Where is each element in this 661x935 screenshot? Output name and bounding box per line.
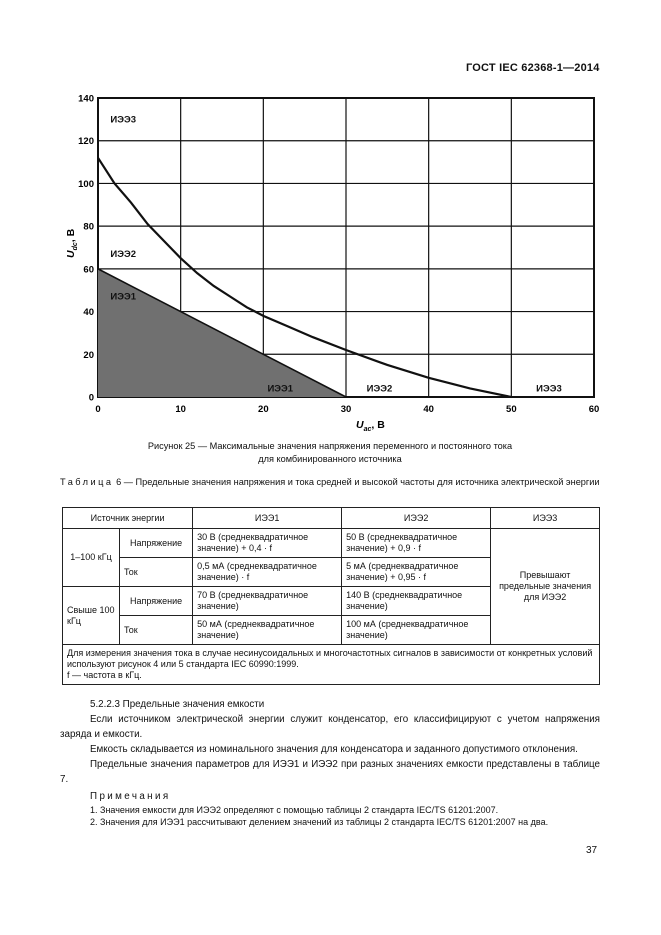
param-cell: Ток bbox=[120, 558, 193, 587]
band-cell: Свыше 100 кГц bbox=[63, 587, 120, 645]
voltage-limit-chart bbox=[0, 0, 661, 440]
header-source: Источник энергии bbox=[63, 508, 193, 529]
table-header-row bbox=[63, 508, 600, 529]
region-label: ИЭЭ1 bbox=[267, 383, 294, 395]
iee1-cell: 70 В (среднеквадратичное значение) bbox=[193, 587, 342, 616]
y-tick-label: 40 bbox=[83, 307, 94, 319]
iee1-cell: 0,5 мА (среднеквадратичное значение) · f bbox=[193, 558, 342, 587]
figure-caption-line2: для комбинированного источника bbox=[258, 454, 402, 464]
param-cell: Напряжение bbox=[120, 587, 193, 616]
document-header: ГОСТ IEC 62368-1—2014 bbox=[466, 62, 600, 74]
x-tick-label: 20 bbox=[258, 404, 269, 415]
table-footnote-row bbox=[63, 645, 600, 685]
table-caption bbox=[60, 476, 603, 489]
iee2-cell: 50 В (среднеквадратичное значение) + 0,9 · f bbox=[342, 529, 491, 558]
y-axis-label: $U_{dc}$, В bbox=[65, 228, 79, 258]
x-tick-label: 10 bbox=[175, 404, 186, 415]
y-tick-label: 60 bbox=[83, 264, 94, 276]
x-tick-label: 40 bbox=[423, 404, 434, 415]
x-tick-label: 50 bbox=[506, 404, 517, 415]
iee1-cell: 50 мА (среднеквадратичное значение) bbox=[193, 616, 342, 645]
y-tick-label: 140 bbox=[78, 93, 94, 105]
x-axis-label: $U_{ac}$, В bbox=[356, 419, 385, 433]
paragraph-2: Емкость складывается из номинального значения для конденсатора и заданного допустимого отклонения. bbox=[90, 744, 578, 755]
footnote-line1: Для измерения значения тока в случае несинусоидальных и многочастотных сигналов в зависимости от конкретных условий используют рисунок 4 или 5 стандарта IEC 60990:1999. bbox=[67, 648, 593, 669]
notes-heading: Примечания bbox=[90, 791, 171, 802]
table-caption-number: 6 bbox=[116, 477, 122, 487]
section-body bbox=[60, 697, 600, 828]
paragraph-3: Предельные значения параметров для ИЭЭ1 и ИЭЭ2 при разных значениях емкости представлены в таблице 7. bbox=[60, 759, 600, 785]
y-tick-label: 20 bbox=[83, 349, 94, 361]
figure-caption bbox=[60, 440, 600, 466]
x-tick-label: 60 bbox=[588, 404, 600, 415]
iee2-cell: 100 мА (среднеквадратичное значение) bbox=[342, 616, 491, 645]
note-1: 1. Значения емкости для ИЭЭ2 определяют с помощью таблицы 2 стандарта IEC/TS 61201:2007. bbox=[90, 805, 499, 815]
note-2: 2. Значения для ИЭЭ1 рассчитывают делением значений из таблицы 2 стандарта IEC/TS 61201:2007 на два. bbox=[90, 817, 549, 827]
y-tick-label: 80 bbox=[83, 221, 94, 233]
limits-table bbox=[62, 507, 600, 685]
y-tick-label: 100 bbox=[78, 178, 94, 190]
region-label: ИЭЭ3 bbox=[536, 383, 562, 395]
iee2-cell: 140 В (среднеквадратичное значение) bbox=[342, 587, 491, 616]
header-iee3: ИЭЭ3 bbox=[491, 508, 600, 529]
table-caption-title: — Предельные значения напряжения и тока средней и высокой частоты для источника электрической энергии bbox=[123, 477, 600, 487]
region-label: ИЭЭ2 bbox=[366, 383, 393, 395]
table-footnote bbox=[63, 645, 600, 685]
iee3-cell: Превышают предельные значения для ИЭЭ2 bbox=[491, 529, 600, 645]
figure-caption-line1: Рисунок 25 — Максимальные значения напряжения переменного и постоянного тока bbox=[147, 441, 513, 451]
region-label: ИЭЭ3 bbox=[110, 114, 137, 126]
page-number: 37 bbox=[586, 845, 598, 856]
x-tick-label: 0 bbox=[95, 404, 101, 415]
iee1-cell: 30 В (среднеквадратичное значение) + 0,4 · f bbox=[193, 529, 342, 558]
section-heading: 5.2.2.3 Предельные значения емкости bbox=[90, 699, 265, 710]
region-label: ИЭЭ1 bbox=[110, 291, 137, 303]
x-tick-label: 30 bbox=[340, 404, 352, 415]
iee2-cell: 5 мА (среднеквадратичное значение) + 0,95 · f bbox=[342, 558, 491, 587]
table-caption-label: Таблица bbox=[60, 477, 114, 487]
param-cell: Напряжение bbox=[120, 529, 193, 558]
paragraph-1: Если источником электрической энергии служит конденсатор, его классифицируют с учетом напряжения заряда и емкости. bbox=[60, 714, 600, 740]
region-label: ИЭЭ2 bbox=[110, 248, 137, 260]
header-iee2: ИЭЭ2 bbox=[342, 508, 491, 529]
y-tick-label: 120 bbox=[78, 136, 94, 148]
header-iee1: ИЭЭ1 bbox=[193, 508, 342, 529]
y-tick-label: 0 bbox=[88, 392, 94, 404]
table-row bbox=[63, 529, 600, 558]
band-cell: 1–100 кГц bbox=[63, 529, 120, 587]
param-cell: Ток bbox=[120, 616, 193, 645]
footnote-line2: f — частота в кГц. bbox=[67, 670, 142, 680]
